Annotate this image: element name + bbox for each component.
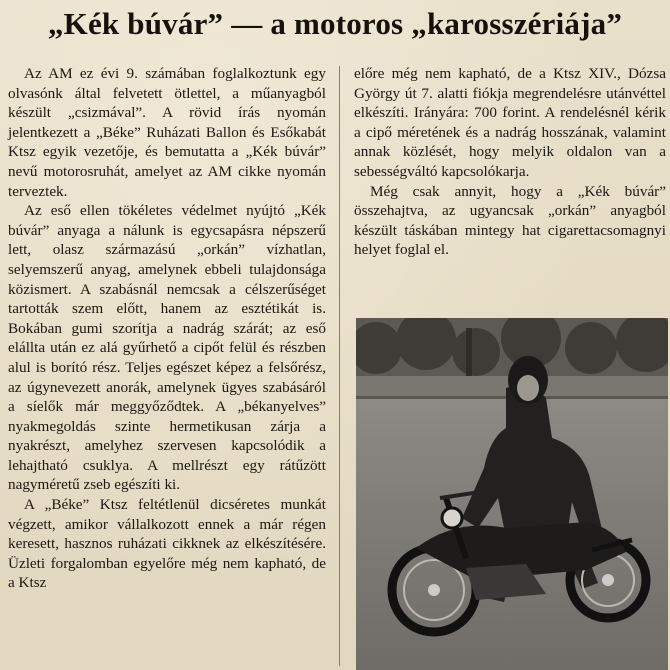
paragraph-1: Az AM ez évi 9. számában foglalkoztunk egy olvasónk által felvetett ötlettel, a műanyagból készült „csizmával”. A rövid írás nyomán jelentkezett a „Béke” Ruházati Ballon és Esőkabát Ktsz egyik vezetője, és bemutatta a „Kék búvár” nevű motorosruhát, amelyet az AM cikke nyomán terveztek. bbox=[8, 65, 326, 200]
article-photo bbox=[356, 318, 668, 670]
paragraph-3: A „Béke” Ktsz feltétlenül dicséretes munkát végzett, amikor vállalkozott ennek a már régen keresett, hasznos ruházati cikknek az elkészítésére. Üzleti forgalomban egyelőre még nem kapható, de a Ktsz bbox=[8, 496, 326, 592]
left-column bbox=[8, 64, 326, 593]
paragraph-4: előre még nem kapható, de a Ktsz XIV., Dózsa György út 7. alatti fiókja megrendelésre utánvéttel elkészíti. Irányára: 700 forint. A rendelésnél kérik a cipő méretének és a nadrág hosszának, valamint annak közlését, hogy melyik oldalon van a sebességváltó kapcsolókarja. bbox=[354, 65, 666, 180]
right-column bbox=[354, 64, 666, 260]
paragraph-2: Az eső ellen tökéletes védelmet nyújtó „Kék búvár” anyaga a nálunk is egycsapásra népszerű lett, olasz származású „orkán” vízhatlan, selyemszerű anyag, amelynek ebbeli tulajdonsága közismert. A szabásnál nemcsak a célszerűséget tartották szem előtt, hanem az esztétikát is. Bokában gumi szorítja a nadrág szárát; az eső elállta után ez alá gyűrhető a cipőt felül és részben alul is borító rész. Teljes egészet képez a felsőrész, az úgynevezett anorák, amelynek ügyes szabásáról a síelők már meggyőződtek. A „békanyelves” nyakmegoldás szinte hermetikusan zárja a nyakrészt, amelyhez szervesen kapcsolódik a lehajtható csuklya. A mellrészt egy rátűzött nagyméretű zseb egészíti ki. bbox=[8, 202, 326, 494]
motorcyclist-in-rain-suit-icon bbox=[356, 318, 668, 670]
article-headline: „Kék búvár” — a motoros „karosszériája” bbox=[47, 6, 623, 41]
paragraph-5: Még csak annyit, hogy a „Kék búvár” összehajtva, az ugyancsak „orkán” anyagból készült táskában mintegy hat cigarettacsomagnyi helyet foglal el. bbox=[354, 182, 666, 259]
column-divider bbox=[339, 66, 340, 666]
